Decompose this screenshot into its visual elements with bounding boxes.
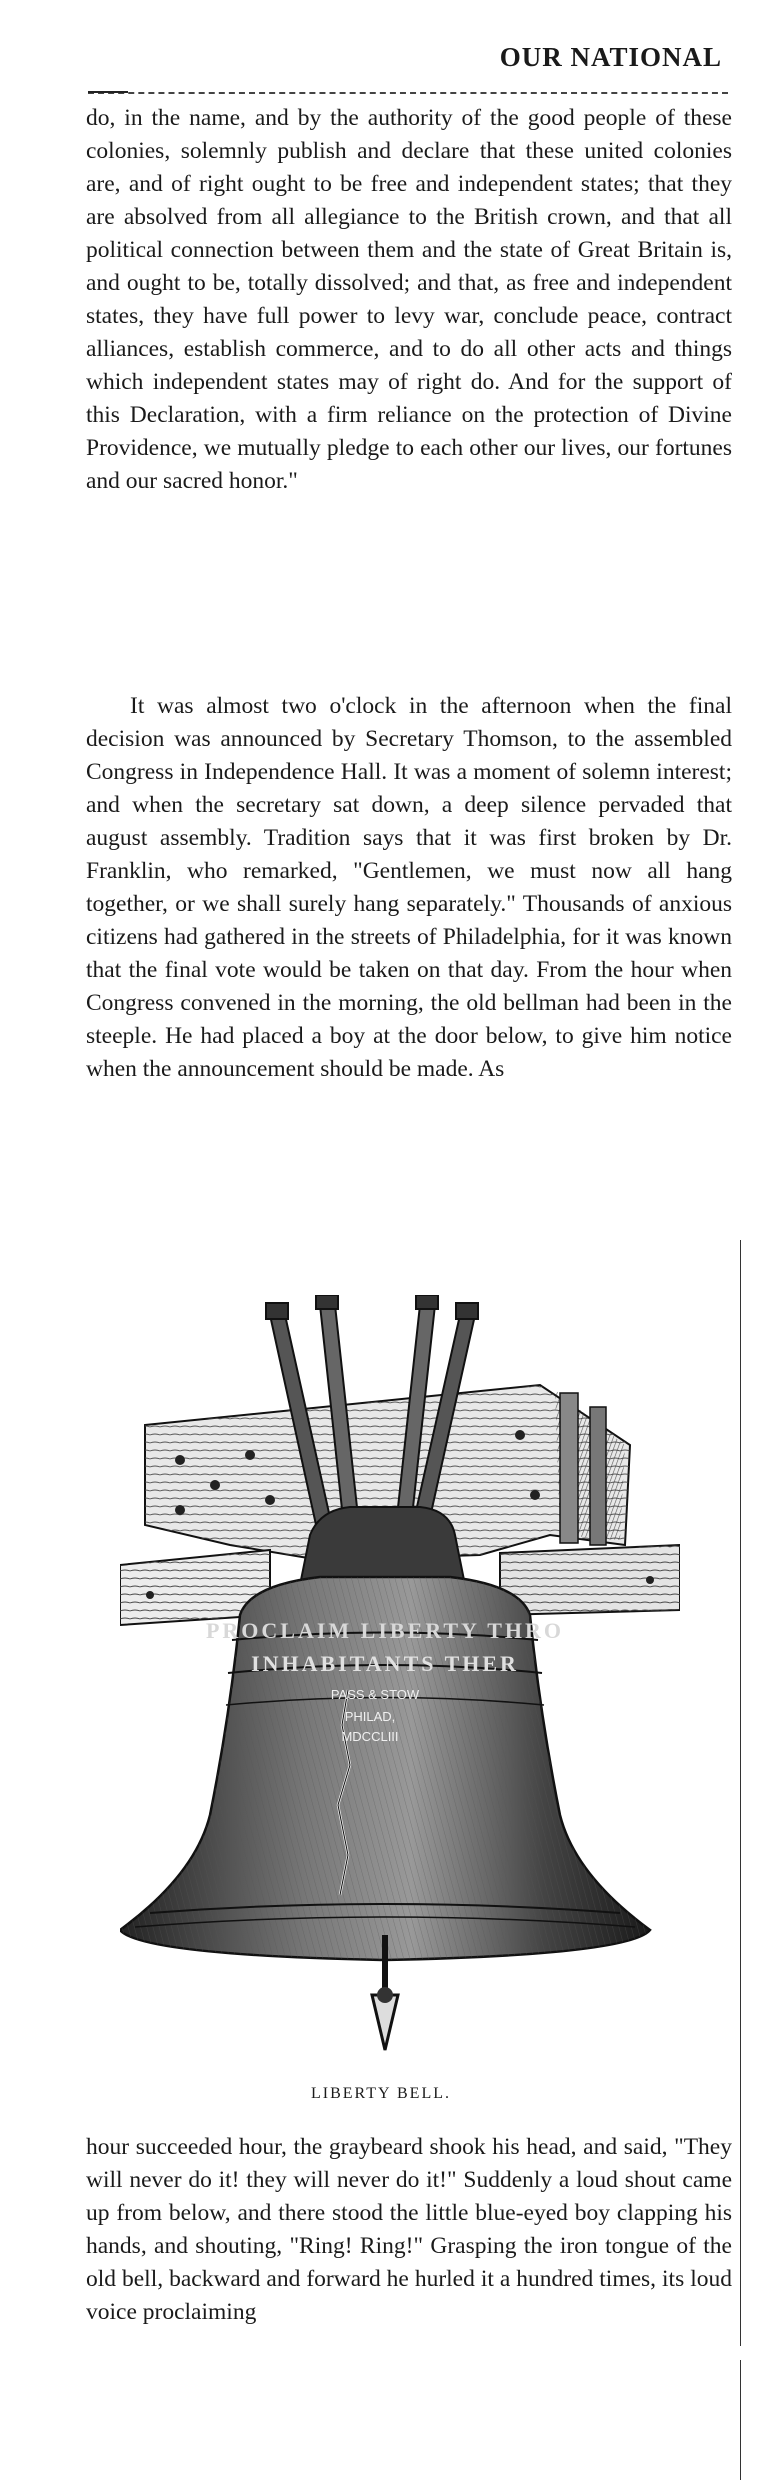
figure-caption: LIBERTY BELL. — [311, 2085, 451, 2102]
inscription-line-5: MDCCLIII — [341, 1729, 399, 1744]
header-rule — [88, 92, 728, 94]
running-head: OUR NATIONAL — [499, 42, 722, 72]
inscription-line-1: PROCLAIM LIBERTY THRO — [205, 1618, 565, 1643]
paragraph-bellman: hour succeeded hour, the graybeard shook his head, and said, "They will never do it! they will never do it!" Suddenly a loud shout came up from below, and there stood the little blue-eyed boy clapping his hands, and shouting, "Ring! Ring!" Grasping the iron tongue of the old bell, backward and forward he hurled it a hundred times, its loud voice proclaiming — [86, 2134, 732, 2325]
margin-rule — [740, 1296, 741, 2346]
inscription-line-2: INHABITANTS THER — [251, 1651, 519, 1676]
inscription-line-3: PASS & STOW — [330, 1687, 420, 1702]
margin-rule — [740, 1240, 741, 1300]
paragraph-declaration-quote: do, in the name, and by the authority of the good people of these colonies, solemnly publish and declare that these united colonies are, and of right ought to be free and independent states; that they are absolved from all allegiance to the British crown, and that all political connection between them and the state of Great Britain is, and ought to be, totally dissolved; and that, as free and independent states, they have full power to levy war, conclude peace, contract alliances, establish commerce, and to do all other acts and things which independent states may of right do. And for the support of this Declaration, with a firm reliance on the protection of Divine Providence, we mutually pledge to each other our lives, our fortunes and our sacred honor." — [86, 105, 732, 494]
bell-crown — [300, 1507, 465, 1585]
margin-rule — [740, 2360, 741, 2480]
paragraph-bell-story: It was almost two o'clock in the afternoon when the final decision was announced by Secretary Thomson, to the assembled Congress in Independence Hall. It was a moment of solemn interest; and when the secretary sat down, a deep silence pervaded that august assembly. Tradition says that it was first broken by Dr. Franklin, who remarked, "Gentlemen, we must now all hang together, or we shall surely hang separately." Thousands of anxious citizens had gathered in the streets of Philadelphia, for it was known that the final vote would be taken on that day. From the hour when Congress convened in the morning, the old bellman had been in the steeple. He had placed a boy at the door below, to give him notice when the announcement should be made. As — [86, 693, 732, 1082]
inscription-line-4: PHILAD, — [344, 1709, 396, 1724]
liberty-bell-illustration — [120, 1295, 680, 2060]
